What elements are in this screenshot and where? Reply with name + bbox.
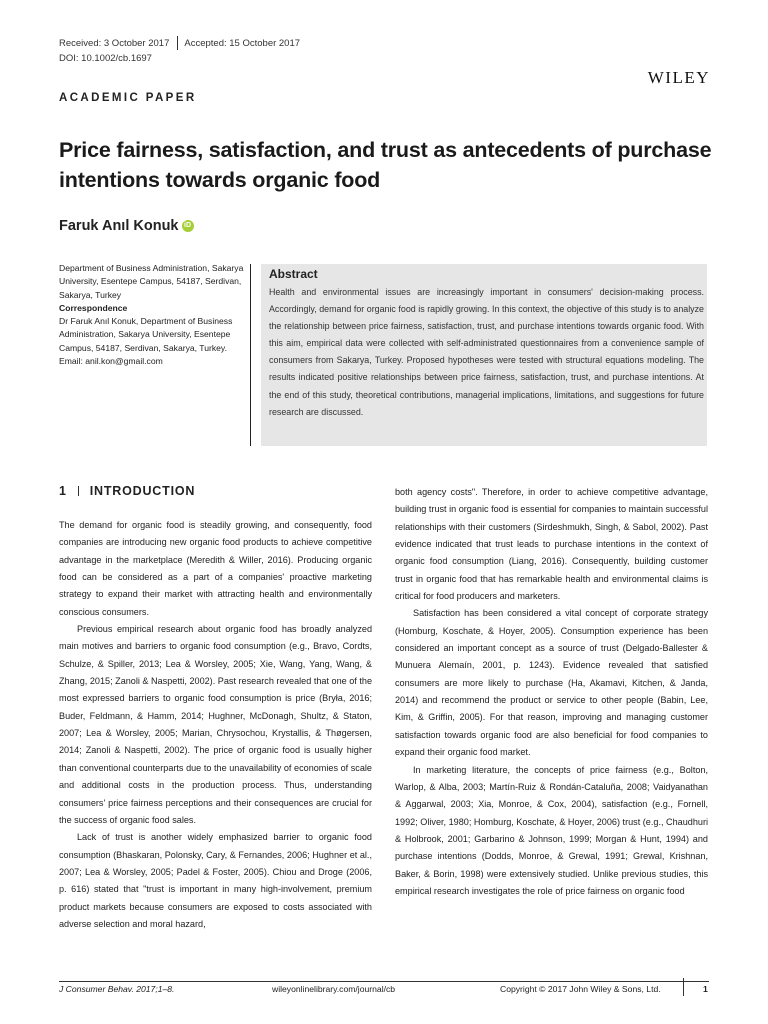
body-column-left (59, 517, 372, 933)
orcid-icon[interactable]: iD (182, 220, 194, 232)
journal-url[interactable]: wileyonlinelibrary.com/journal/cb (272, 984, 396, 994)
received-date: Received: 3 October 2017 (59, 37, 170, 49)
abstract-box (261, 264, 707, 446)
accepted-date: Accepted: 15 October 2017 (184, 37, 301, 49)
affiliation-department: Department of Business Administration, Sakarya University, Esentepe Campus, 54187, Serdivan, Sakarya, Turkey (59, 263, 244, 300)
journal-citation: J Consumer Behav. 2017;1–8. (59, 984, 175, 994)
abstract-heading: Abstract (269, 267, 318, 281)
page-number: 1 (703, 984, 708, 994)
section-title: INTRODUCTION (89, 484, 196, 498)
paragraph: Previous empirical research about organic food has broadly analyzed main motives and barriers to organic food consumption (e.g., Bravo, Cordts, Schulze, & Spiller, 2013; Lea & Worsley, 2005; Xie, Wang, Yang, Wang, & Zhang, 2015; Zanoli & Naspetti, 2002). Past research revealed that one of the most expressed barriers to organic food consumption is price (Bryła, 2016; Buder, Feldmann, & Hamm, 2014; Hughner, McDonagh, Shultz, & Staton, 2007; Lea & Worsley, 2005; Marian, Chrysochou, Krystallis, & Thøgersen, 2014; Zanoli & Naspetti, 2002). The price of organic food is usually higher than conventional counterparts due to the unavailability of economies of scale and additional costs in the production process. Thus, understanding consumers' price fairness perceptions and their consequences are crucial for the success of organic food sales. (59, 624, 372, 825)
publisher-logo: WILEY (647, 68, 710, 87)
section-divider (78, 486, 79, 496)
author-line (59, 218, 194, 234)
body-column-right (395, 484, 708, 900)
copyright: Copyright © 2017 John Wiley & Sons, Ltd. (500, 984, 661, 994)
paragraph: both agency costs". Therefore, in order to achieve competitive advantage, building trust in organic food is essential for companies to maintain successful relationships with their customers (Sirdeshmukh, Singh, & Sabol, 2002). Past evidence indicated that trust leads to purchase intentions in the context of organic food consumption (Liang, 2016). Consequently, building customer trust in organic food that has remarkable health and environmental claims is critical for food producers and marketers. (395, 487, 708, 602)
paragraph: Satisfaction has been considered a vital concept of corporate strategy (Homburg, Koschate, & Hoyer, 2005). Consumption experience has been considered an important concept as a source of trust (Delgado-Ballester & Munuera Alemaín, 2001, p. 1243). Evidence revealed that satisfied consumers are more likely to purchase (Ha, Akamavi, Kitchen, & Janda, 2014) and recommend the product or service to other people (Babin, Lee, Kim, & Griffin, 2005). For that reason, improving and managing customer satisfaction towards organic food are also beneficial for food companies to expand their organic food market. (395, 608, 708, 758)
affiliation-block (59, 262, 249, 368)
footer-rule (59, 981, 709, 982)
paragraph: The demand for organic food is steadily growing, and consequently, food companies are introducing new organic food products to achieve competitive advantage in the marketplace (Meredith & Willer, 2016). Producing organic food can be considered as a part of a companies' proactive marketing strategy to expand their market with attracting health and environmentally conscious consumers. (59, 520, 372, 617)
correspondence-email: Email: anil.kon@gmail.com (59, 356, 163, 367)
abstract-divider (250, 264, 251, 446)
author-name: Faruk Anıl Konuk (59, 218, 179, 234)
paragraph: In marketing literature, the concepts of price fairness (e.g., Bolton, Warlop, & Alba, 2003; Martín-Ruiz & Rondán-Cataluña, 2008; Vaidyanathan & Aggarwal, 2003; Xia, Monroe, & Cox, 2004), satisfaction (e.g., Fornell, 1992; Oliver, 1980; Homburg, Koschate, & Hoyer, 2006) trust (e.g., Chaudhuri & Holbrook, 2001; Garbarino & Johnson, 1999; Morgan & Hunt, 1994) and purchase intentions (Dodds, Monroe, & Grewal, 1991; Grewal, Krishnan, Baker, & Borin, 1998) were extensively studied. Unlike previous studies, this empirical research investigates the role of price fairness on organic food (395, 764, 708, 896)
article-type: ACADEMIC PAPER (59, 92, 197, 104)
correspondence-label: Correspondence (59, 302, 128, 313)
paragraph: Lack of trust is another widely emphasized barrier to organic food consumption (Bhaskaran, Polonsky, Cary, & Fernandes, 2006; Hughner et al., 2007; Lea & Worsley, 2005; Padel & Foster, 2005). Chiou and Droge (2006, p. 616) stated that "trust is important in many high-involvement, premium product markets because consumers are exposed to costs associated with adverse selection and moral hazard, (59, 832, 372, 929)
section-heading (59, 484, 195, 498)
date-divider (177, 36, 178, 50)
page-number-divider (683, 978, 684, 996)
doi: DOI: 10.1002/cb.1697 (59, 53, 152, 64)
paper-title: Price fairness, satisfaction, and trust as antecedents of purchase intentions towards organic food (59, 138, 712, 192)
section-number: 1 (59, 484, 67, 498)
article-dates (59, 36, 300, 64)
abstract-text: Health and environmental issues are increasingly important in consumers' decision-making process. Accordingly, demand for organic food is rapidly growing. In this context, the objective of this study is to analyze the relationship between price fairness, satisfaction, trust, and purchase intentions towards organic food. With this aim, empirical data were collected with self-administrated questionnaires from a convenience sample of consumers from Sakarya, Turkey. Proposed hypotheses were tested with structural equations modeling. The results indicated positive relationships between price fairness, satisfaction, trust, and purchase intentions. At the end of this study, theoretical contributions, managerial implications, limitations, and suggestions for future research are discussed. (269, 287, 704, 417)
correspondence-address: Dr Faruk Anıl Konuk, Department of Business Administration, Sakarya University, Esentepe Campus, 54187, Serdivan, Sakarya, Turkey. (59, 316, 233, 353)
